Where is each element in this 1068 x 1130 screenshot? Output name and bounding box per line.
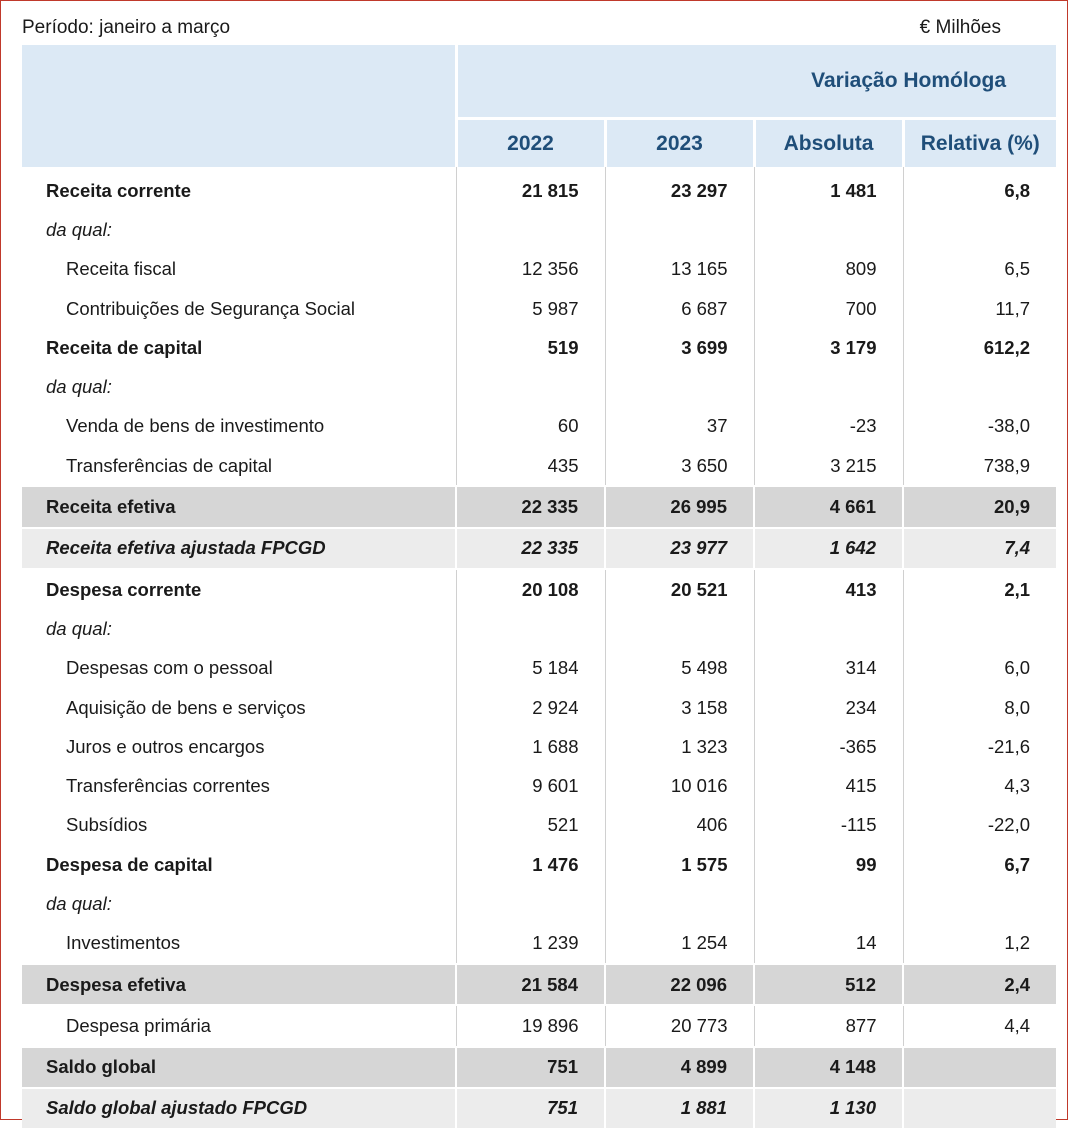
row-label: Despesa de capital bbox=[46, 853, 213, 875]
value-2023: 6 687 bbox=[605, 289, 754, 328]
row-label: Receita de capital bbox=[46, 336, 203, 358]
value-relative: 7,4 bbox=[903, 528, 1056, 569]
row-label: Receita efetiva bbox=[22, 486, 456, 527]
value-absolute: 809 bbox=[754, 250, 903, 289]
value-absolute bbox=[754, 609, 903, 648]
table-row bbox=[22, 688, 1056, 727]
row-label: Despesas com o pessoal bbox=[66, 657, 273, 679]
row-label: Aquisição de bens e serviços bbox=[66, 696, 306, 718]
value-2023 bbox=[605, 609, 754, 648]
value-2023: 5 498 bbox=[605, 649, 754, 688]
value-relative: 6,5 bbox=[903, 250, 1056, 289]
value-2022: 22 335 bbox=[456, 486, 605, 527]
value-2023 bbox=[605, 367, 754, 406]
value-absolute: -23 bbox=[754, 407, 903, 446]
table-body bbox=[22, 167, 1056, 1129]
value-relative: 2,1 bbox=[903, 569, 1056, 609]
value-absolute: 415 bbox=[754, 766, 903, 805]
value-absolute: 4 661 bbox=[754, 486, 903, 527]
value-2022: 751 bbox=[456, 1088, 605, 1129]
budget-table bbox=[22, 45, 1056, 1130]
value-2023: 20 773 bbox=[605, 1005, 754, 1046]
value-absolute: 1 130 bbox=[754, 1088, 903, 1129]
row-label: Investimentos bbox=[66, 932, 181, 954]
value-2022: 21 584 bbox=[456, 964, 605, 1005]
row-label: Receita fiscal bbox=[66, 258, 177, 280]
row-label: Saldo global ajustado FPCGD bbox=[22, 1088, 456, 1129]
table-row bbox=[22, 1047, 1056, 1088]
value-absolute: 1 481 bbox=[754, 167, 903, 210]
row-label: Transferências de capital bbox=[66, 454, 273, 476]
table-row bbox=[22, 964, 1056, 1005]
value-absolute bbox=[754, 367, 903, 406]
column-header-2022: 2022 bbox=[456, 119, 605, 168]
row-label: Juros e outros encargos bbox=[66, 735, 265, 757]
value-relative: 2,4 bbox=[903, 964, 1056, 1005]
value-relative: 6,0 bbox=[903, 649, 1056, 688]
table-row bbox=[22, 486, 1056, 527]
value-2023: 22 096 bbox=[605, 964, 754, 1005]
value-absolute: 14 bbox=[754, 924, 903, 964]
column-header-absolute: Absoluta bbox=[754, 119, 903, 168]
value-2023: 3 699 bbox=[605, 328, 754, 367]
value-2022: 521 bbox=[456, 806, 605, 845]
value-2022: 20 108 bbox=[456, 569, 605, 609]
table-row bbox=[22, 884, 1056, 923]
value-2023: 20 521 bbox=[605, 569, 754, 609]
value-absolute: 1 642 bbox=[754, 528, 903, 569]
value-absolute: 413 bbox=[754, 569, 903, 609]
value-2023: 26 995 bbox=[605, 486, 754, 527]
value-2023: 23 977 bbox=[605, 528, 754, 569]
value-absolute: 512 bbox=[754, 964, 903, 1005]
value-2022 bbox=[456, 884, 605, 923]
value-2022: 21 815 bbox=[456, 167, 605, 210]
row-label: da qual: bbox=[46, 892, 112, 914]
value-absolute bbox=[754, 884, 903, 923]
table-row bbox=[22, 1005, 1056, 1046]
row-label: Receita corrente bbox=[46, 179, 191, 201]
value-relative: 6,8 bbox=[903, 167, 1056, 210]
value-2023: 13 165 bbox=[605, 250, 754, 289]
value-2023: 3 650 bbox=[605, 446, 754, 486]
value-2022: 22 335 bbox=[456, 528, 605, 569]
value-2022 bbox=[456, 367, 605, 406]
value-2022: 435 bbox=[456, 446, 605, 486]
table-row bbox=[22, 766, 1056, 805]
value-2022 bbox=[456, 210, 605, 249]
value-relative: 4,3 bbox=[903, 766, 1056, 805]
value-relative bbox=[903, 210, 1056, 249]
table-row bbox=[22, 328, 1056, 367]
value-2022: 2 924 bbox=[456, 688, 605, 727]
table-row bbox=[22, 845, 1056, 884]
value-2023: 406 bbox=[605, 806, 754, 845]
value-2022: 1 476 bbox=[456, 845, 605, 884]
row-label: Despesa primária bbox=[66, 1014, 211, 1036]
value-2022: 5 987 bbox=[456, 289, 605, 328]
value-absolute: 700 bbox=[754, 289, 903, 328]
value-absolute: 4 148 bbox=[754, 1047, 903, 1088]
row-label: Saldo global bbox=[22, 1047, 456, 1088]
value-relative: 612,2 bbox=[903, 328, 1056, 367]
value-relative bbox=[903, 1047, 1056, 1088]
value-2023: 1 881 bbox=[605, 1088, 754, 1129]
row-label: Transferências correntes bbox=[66, 775, 270, 797]
value-2023: 23 297 bbox=[605, 167, 754, 210]
table-row bbox=[22, 407, 1056, 446]
row-label: da qual: bbox=[46, 376, 112, 398]
value-2022: 1 688 bbox=[456, 727, 605, 766]
table-row bbox=[22, 167, 1056, 210]
value-2022: 1 239 bbox=[456, 924, 605, 964]
row-label: Despesa efetiva bbox=[22, 964, 456, 1005]
column-header-2023: 2023 bbox=[605, 119, 754, 168]
value-2022 bbox=[456, 609, 605, 648]
value-absolute: -115 bbox=[754, 806, 903, 845]
table-row bbox=[22, 727, 1056, 766]
value-2023 bbox=[605, 884, 754, 923]
value-relative: -22,0 bbox=[903, 806, 1056, 845]
value-absolute: -365 bbox=[754, 727, 903, 766]
row-label: Receita efetiva ajustada FPCGD bbox=[22, 528, 456, 569]
value-relative: -38,0 bbox=[903, 407, 1056, 446]
value-2023: 3 158 bbox=[605, 688, 754, 727]
value-2023 bbox=[605, 210, 754, 249]
value-relative: 11,7 bbox=[903, 289, 1056, 328]
table-row bbox=[22, 569, 1056, 609]
value-2023: 4 899 bbox=[605, 1047, 754, 1088]
value-relative: 20,9 bbox=[903, 486, 1056, 527]
value-2023: 1 323 bbox=[605, 727, 754, 766]
row-label: Despesa corrente bbox=[46, 578, 202, 600]
value-2023: 37 bbox=[605, 407, 754, 446]
row-label: Subsídios bbox=[66, 814, 148, 836]
column-header-relative: Relativa (%) bbox=[903, 119, 1056, 168]
table-row bbox=[22, 250, 1056, 289]
table-row bbox=[22, 1088, 1056, 1129]
value-relative: -21,6 bbox=[903, 727, 1056, 766]
value-relative bbox=[903, 609, 1056, 648]
header-blank-cell bbox=[22, 119, 456, 168]
table-row bbox=[22, 609, 1056, 648]
table-row bbox=[22, 649, 1056, 688]
value-absolute: 99 bbox=[754, 845, 903, 884]
variation-group-header: Variação Homóloga bbox=[456, 45, 1056, 119]
value-relative: 1,2 bbox=[903, 924, 1056, 964]
value-2022: 12 356 bbox=[456, 250, 605, 289]
value-2023: 1 254 bbox=[605, 924, 754, 964]
header-blank-cell bbox=[22, 45, 456, 119]
table-row bbox=[22, 806, 1056, 845]
value-relative: 738,9 bbox=[903, 446, 1056, 486]
value-relative: 4,4 bbox=[903, 1005, 1056, 1046]
value-absolute: 234 bbox=[754, 688, 903, 727]
value-relative bbox=[903, 1088, 1056, 1129]
value-absolute: 3 179 bbox=[754, 328, 903, 367]
value-absolute: 3 215 bbox=[754, 446, 903, 486]
unit-label: € Milhões bbox=[919, 17, 1001, 38]
value-absolute bbox=[754, 210, 903, 249]
value-relative: 8,0 bbox=[903, 688, 1056, 727]
row-label: Venda de bens de investimento bbox=[66, 415, 325, 437]
period-label: Período: janeiro a março bbox=[22, 17, 231, 38]
value-relative bbox=[903, 884, 1056, 923]
value-absolute: 877 bbox=[754, 1005, 903, 1046]
row-label: da qual: bbox=[46, 218, 112, 240]
value-2023: 10 016 bbox=[605, 766, 754, 805]
table-row bbox=[22, 210, 1056, 249]
value-2022: 751 bbox=[456, 1047, 605, 1088]
table-row bbox=[22, 367, 1056, 406]
value-2022: 19 896 bbox=[456, 1005, 605, 1046]
value-2022: 60 bbox=[456, 407, 605, 446]
value-2022: 9 601 bbox=[456, 766, 605, 805]
table-caption bbox=[22, 14, 1001, 42]
table-row bbox=[22, 446, 1056, 486]
value-2022: 5 184 bbox=[456, 649, 605, 688]
row-label: Contribuições de Segurança Social bbox=[66, 297, 355, 319]
table-row bbox=[22, 528, 1056, 569]
value-absolute: 314 bbox=[754, 649, 903, 688]
value-relative: 6,7 bbox=[903, 845, 1056, 884]
value-2022: 519 bbox=[456, 328, 605, 367]
table-row bbox=[22, 289, 1056, 328]
table-row bbox=[22, 924, 1056, 964]
value-2023: 1 575 bbox=[605, 845, 754, 884]
value-relative bbox=[903, 367, 1056, 406]
row-label: da qual: bbox=[46, 617, 112, 639]
